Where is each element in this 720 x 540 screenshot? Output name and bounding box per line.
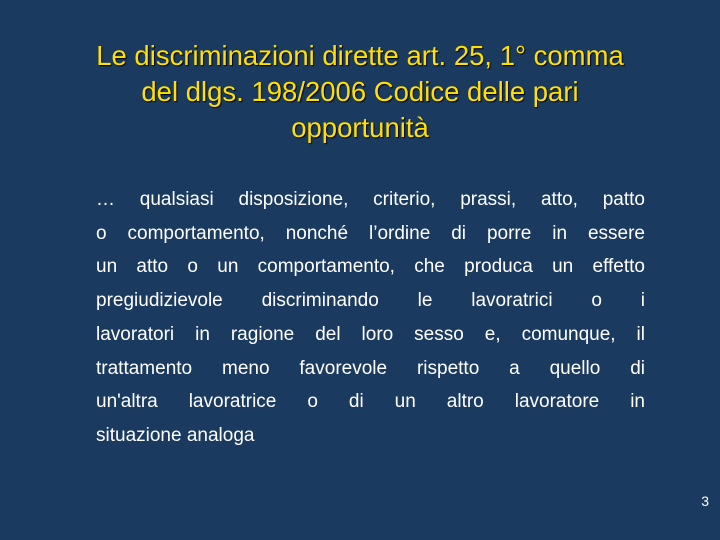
- body-line-2: o comportamento, nonché l’ordine di porre in essere: [96, 222, 645, 244]
- body-line-7: un'altra lavoratrice o di un altro lavoratore in: [96, 391, 645, 413]
- body-line-5: lavoratori in ragione del loro sesso e, comunque, il: [96, 323, 645, 345]
- body-line-3: un atto o un comportamento, che produca un effetto: [96, 256, 645, 278]
- slide-title-line-2: del dlgs. 198/2006 Codice delle pari: [141, 76, 579, 107]
- body-line-6: trattamento meno favorevole rispetto a quello di: [96, 357, 645, 379]
- slide-title-line-1: Le discriminazioni dirette art. 25, 1° comma: [96, 40, 624, 71]
- body-line-1: … qualsiasi disposizione, criterio, prassi, atto, patto: [96, 189, 645, 210]
- body-line-4: pregiudizievole discriminando le lavoratrici o i: [96, 290, 645, 312]
- slide-title: [40, 38, 680, 146]
- slide-title-line-3: opportunità: [291, 112, 429, 143]
- slide-body-text: [96, 183, 645, 453]
- body-line-8: situazione analoga: [96, 424, 255, 446]
- page-number: 3: [701, 493, 709, 509]
